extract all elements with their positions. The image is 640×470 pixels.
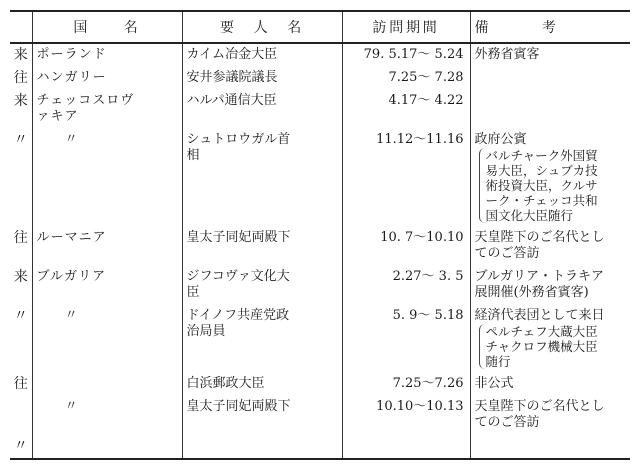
table-row [10,129,630,227]
direction-cell: 〃 [10,435,32,459]
header-direction [10,11,32,43]
direction-cell: 〃 [13,308,28,324]
period-cell: 11.12〜11.16 [342,129,470,227]
header-person: 要 人 名 [182,11,342,43]
person-cell: 皇太子同妃両殿下 [182,396,342,435]
country-cell: 〃 [32,129,182,227]
period-cell: 5. 9〜 5.18 [342,305,470,373]
country-cell: ブルガリア [32,266,182,305]
note-cell [470,305,630,373]
person-cell: 安井参議院議長 [182,67,342,90]
table-row [10,43,630,67]
country-cell: チェッコスロヴ ァキア [32,90,182,129]
country-cell [32,435,182,459]
table-row [10,373,630,396]
period-cell: 2.27〜 3. 5 [342,266,470,305]
country-cell: 〃 [32,305,182,373]
table-row [10,90,630,129]
country-cell: ルーマニア [32,227,182,266]
direction-cell: 〃 [13,132,28,148]
note-detail: バルチャーク外国貿 易大臣，シュブカ技 術投資大臣，クルサ ーク・チェッコ共和 国文化大臣随行 [479,148,627,223]
note-detail: ペルチェフ大蔵大臣 チャクロフ機械大臣 随行 [479,324,627,369]
header-country: 国 名 [32,11,182,43]
person-cell [182,435,342,459]
person-cell: 皇太子同妃両殿下 [182,227,342,266]
table-row [10,266,630,305]
country-cell: 〃 [32,396,182,435]
period-cell: 4.17〜 4.22 [342,90,470,129]
table-row [10,67,630,90]
person-cell: ハルパ通信大臣 [182,90,342,129]
table-body [10,43,630,459]
note-cell [470,266,630,305]
direction-cell: 往 [13,70,28,86]
person-cell: シュトロウガル首 相 [182,129,342,227]
direction-cell: 来 [13,47,28,63]
note-text: 天皇陛下のご名代とし てのご答訪 [474,399,605,430]
country-cell [32,373,182,396]
person-cell: ジフコヴァ文化大 臣 [182,266,342,305]
person-cell: 白浜郵政大臣 [182,373,342,396]
period-cell: 7.25〜7.26 [342,373,470,396]
note-text: 非公式 [474,376,514,391]
visit-table-sheet [10,10,630,460]
table-row [10,396,630,435]
note-text: 経済代表団として来日 [474,308,605,323]
direction-cell [10,396,32,435]
country-cell: ハンガリー [32,67,182,90]
note-cell [470,227,630,266]
table-row [10,305,630,373]
note-cell [470,129,630,227]
period-cell: 10. 7〜10.10 [342,227,470,266]
person-cell: ドイノフ共産党政 治局員 [182,305,342,373]
header-note: 備 考 [470,11,630,43]
direction-cell: 来 [13,93,28,109]
period-cell: 10.10〜10.13 [342,396,470,435]
person-cell: カイム冶金大臣 [182,43,342,67]
note-text: 外務省賓客 [474,47,540,62]
direction-cell: 往 [13,376,28,392]
note-cell [470,43,630,67]
header-row [10,11,630,43]
note-text: 天皇陛下のご名代とし てのご答訪 [474,230,605,261]
period-cell: 7.25〜 7.28 [342,67,470,90]
period-cell: 79. 5.17〜 5.24 [342,43,470,67]
table-row [10,435,630,459]
country-cell: ポーランド [32,43,182,67]
direction-cell: 往 [13,230,28,246]
visit-table [10,10,630,460]
period-cell [342,435,470,459]
note-cell [470,396,630,435]
header-period: 訪問期間 [342,11,470,43]
note-cell [470,67,630,90]
note-text: ブルガリア・トラキア 展開催(外務省賓客) [474,269,604,300]
note-text: 政府公賓 [474,132,527,147]
direction-cell: 来 [13,269,28,285]
table-row [10,227,630,266]
note-cell [470,435,630,459]
note-cell [470,90,630,129]
note-cell [470,373,630,396]
